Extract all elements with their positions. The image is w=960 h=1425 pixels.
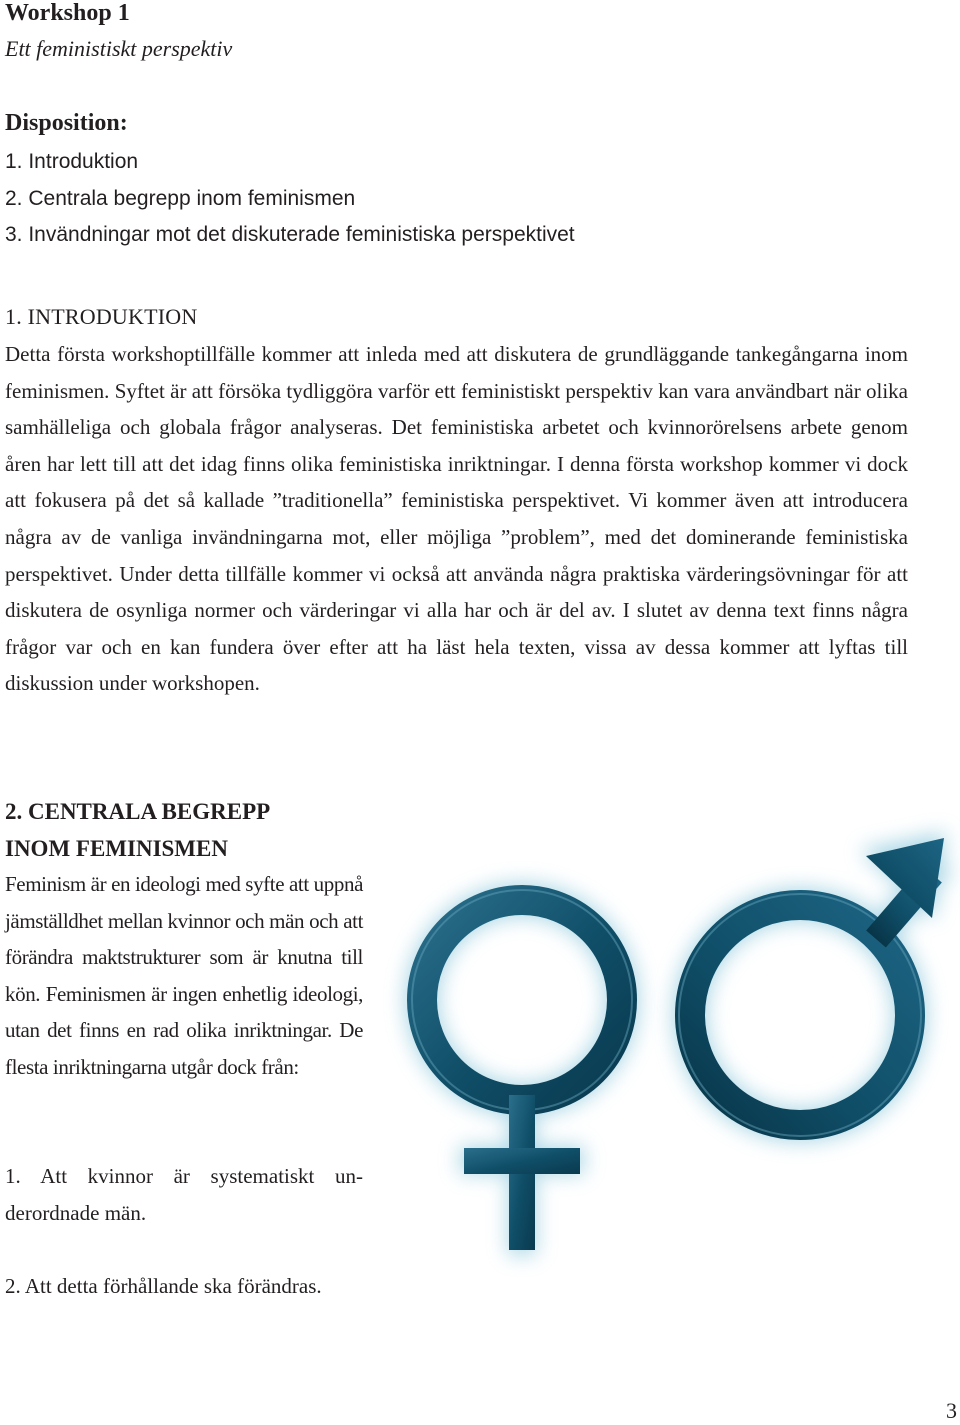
section-heading-line: 2. CENTRALA BEGREPP	[5, 799, 271, 824]
section-heading-centrala-begrepp	[5, 794, 305, 867]
section-body-centrala-begrepp: Feminism är en ideologi med syfte att uppnå jämställdhet mellan kvinnor och män och att förändra maktstrukturer som är knutna till kön. Feminismen är ingen enhetlig ideologi, utan det finns en rad olika inriktningar. De flesta inriktningarna utgår dock från:	[5, 872, 363, 1079]
point-two: 2. Att detta förhållande ska förändras.	[5, 1274, 322, 1298]
document-subtitle: Ett feministiskt perspektiv	[5, 36, 233, 61]
disposition-item: 3. Invändningar mot det diskuterade feministiska perspektivet	[5, 223, 575, 246]
section-heading-line: INOM FEMINISMEN	[5, 835, 228, 861]
section-body-introduktion: Detta första workshoptillfälle kommer att inleda med att diskutera de grundläggande tankegångarna inom feminismen. Syftet är att försöka tydliggöra varför ett feministiskt perspektiv kan vara användbart när olika samhälleliga och globala frågor analyseras. Det feministiska arbetet och kvinnorörelsens arbete genom åren har lett till att det idag finns olika feministiska inriktningar. I denna första workshop kommer vi dock att fokusera på det så kallade ”traditionella” feministiska perspektivet. Vi kommer även att introducera några av de vanliga invändningarna mot, eller möjliga ”problem”, med det dominerande feministiska perspektivet. Under detta tillfälle kommer vi också att använda några praktiska värderingsövningar för att diskutera de osynliga normer och värderingar vi alla har och är del av. I slutet av denna text finns några frågor var och en kan fundera över efter att ha läst hela texten, vissa av dessa kommer att lyftas till diskussion under workshopen.	[5, 342, 908, 696]
point-one: 1. Att kvinnor är systematiskt underordnade män.	[5, 1164, 363, 1225]
document-title: Workshop 1	[5, 0, 130, 26]
disposition-list	[5, 144, 575, 254]
page-number: 3	[946, 1398, 957, 1423]
male-symbol-icon	[679, 832, 946, 1136]
disposition-item: 1. Introduktion	[5, 150, 139, 173]
female-symbol-icon	[412, 890, 632, 1255]
disposition-heading: Disposition:	[5, 110, 128, 136]
gender-symbols-illustration	[360, 790, 960, 1290]
section-heading-introduktion: 1. INTRODUKTION	[5, 304, 198, 329]
disposition-item: 2. Centrala begrepp inom feminismen	[5, 186, 356, 210]
